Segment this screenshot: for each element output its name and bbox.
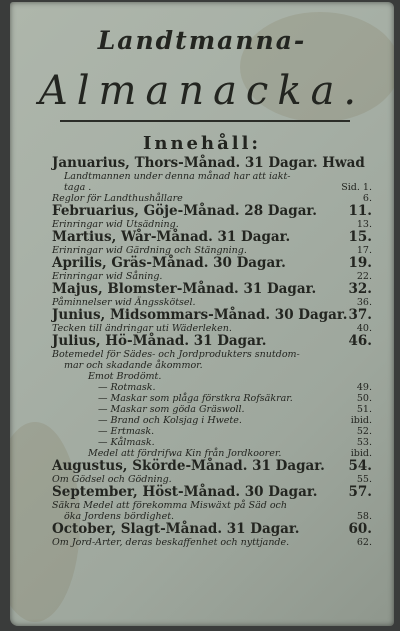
toc-entry-text: Martius, Wår-Månad. 31 Dagar.	[52, 229, 291, 245]
toc-month-entry	[52, 335, 372, 350]
toc-page-number: 19.	[348, 255, 372, 271]
toc-entry-text: — Ertmask.	[98, 426, 155, 437]
toc-page-number: 50.	[356, 393, 372, 404]
toc-page-number: 52.	[356, 426, 372, 437]
toc-entry-text: Erinringar wid Såning.	[52, 271, 163, 282]
toc-page-number: 58.	[356, 511, 372, 522]
toc-entry-text: — Brand och Kolsjag i Hwete.	[98, 415, 242, 426]
title-line-1: Landtmanna-	[97, 26, 307, 55]
toc-page-number: 53.	[356, 437, 372, 448]
title-divider	[60, 120, 350, 122]
toc-entry-text: Majus, Blomster-Månad. 31 Dagar.	[52, 281, 317, 297]
table-of-contents	[52, 157, 372, 549]
toc-page-number: 46.	[348, 333, 372, 349]
toc-month-entry	[52, 205, 372, 220]
toc-entry-text: October, Slagt-Månad. 31 Dagar.	[52, 521, 300, 537]
almanac-page	[10, 2, 394, 626]
toc-page-number: 32.	[348, 281, 372, 297]
toc-entry-text: öka Jordens bördighet.	[64, 511, 175, 522]
toc-entry-text: Reglor för Landthushållare	[52, 193, 183, 204]
toc-entry-text: Påminnelser wid Ängsskötsel.	[52, 297, 196, 308]
toc-month-entry	[52, 257, 372, 272]
toc-sub-entry	[52, 172, 372, 183]
toc-page-number: 40.	[356, 323, 372, 334]
toc-page-number: 55.	[356, 474, 372, 485]
toc-entry-text: taga .	[64, 182, 92, 193]
toc-entry-text: September, Höst-Månad. 30 Dagar.	[52, 484, 318, 500]
toc-entry-text: — Maskar som göda Gräswoll.	[98, 404, 245, 415]
toc-entry-text: mar och skadande åkommor.	[64, 360, 203, 371]
toc-entry-text: Medel att fördrifwa Kin från Jordkoorer.	[88, 448, 282, 459]
title-line-2: Almanacka.	[38, 68, 366, 114]
toc-page-number: 60.	[348, 521, 372, 537]
toc-page-number: 17.	[356, 245, 372, 256]
toc-entry-text: — Maskar som plåga förstkra Rofsäkrar.	[98, 393, 293, 404]
toc-page-number: 62.	[356, 537, 372, 548]
toc-month-entry	[52, 523, 372, 538]
toc-page-number: 49.	[356, 382, 372, 393]
toc-page-number: 37.	[348, 307, 372, 323]
toc-month-entry	[52, 486, 372, 501]
toc-entry-text: Junius, Midsommars-Månad. 30 Dagar.	[52, 307, 348, 323]
toc-entry-text: Augustus, Skörde-Månad. 31 Dagar.	[52, 458, 325, 474]
toc-page-number: 6.	[362, 193, 372, 204]
contents-heading: Innehåll:	[142, 133, 262, 154]
toc-entry-text: Botemedel för Sädes- och Jordprodukters snutdom-	[52, 349, 300, 360]
toc-entry-text: Februarius, Göje-Månad. 28 Dagar.	[52, 203, 318, 219]
toc-month-entry	[52, 460, 372, 475]
toc-page-number: Sid. 1.	[341, 182, 372, 193]
toc-entry-text: Erinringar wid Utsädning.	[52, 219, 179, 230]
toc-page-number: 54.	[348, 458, 372, 474]
toc-page-number: 57.	[348, 484, 372, 500]
toc-page-number: 36.	[356, 297, 372, 308]
toc-entry-text: — Kålmask.	[98, 437, 155, 448]
toc-entry-text: Om Gödsel och Gödning.	[52, 474, 172, 485]
toc-entry-text: Säkra Medel att förekomma Miswäxt på Säd och	[52, 500, 287, 511]
toc-entry-text: Emot Brodömt.	[88, 371, 162, 382]
toc-page-number: 51.	[356, 404, 372, 415]
toc-entry-text: — Rotmask.	[98, 382, 156, 393]
toc-entry-text: Landtmannen under denna månad har att iakt-	[64, 171, 291, 182]
toc-page-number: 15.	[348, 229, 372, 245]
toc-entry-text: Aprilis, Gräs-Månad. 30 Dagar.	[52, 255, 286, 271]
toc-month-entry	[52, 283, 372, 298]
toc-page-number: 13.	[356, 219, 372, 230]
toc-page-number: 11.	[348, 203, 372, 219]
toc-entry-text: Tecken till ändringar uti Wäderleken.	[52, 323, 232, 334]
toc-month-entry	[52, 309, 372, 324]
toc-entry-text: Om Jord-Arter, deras beskaffenhet och nyttjande.	[52, 537, 290, 548]
toc-entry-text: Erinringar wid Gärdning och Stängning.	[52, 245, 247, 256]
toc-page-number: 22.	[356, 271, 372, 282]
toc-entry-text: Julius, Hö-Månad. 31 Dagar.	[52, 333, 267, 349]
toc-page-number: ibid.	[350, 448, 372, 459]
toc-month-entry	[52, 231, 372, 246]
toc-month-entry	[52, 157, 372, 172]
toc-sub-entry	[52, 538, 372, 549]
toc-page-number: ibid.	[350, 415, 372, 426]
toc-entry-text: Januarius, Thors-Månad. 31 Dagar. Hwad	[52, 155, 365, 171]
